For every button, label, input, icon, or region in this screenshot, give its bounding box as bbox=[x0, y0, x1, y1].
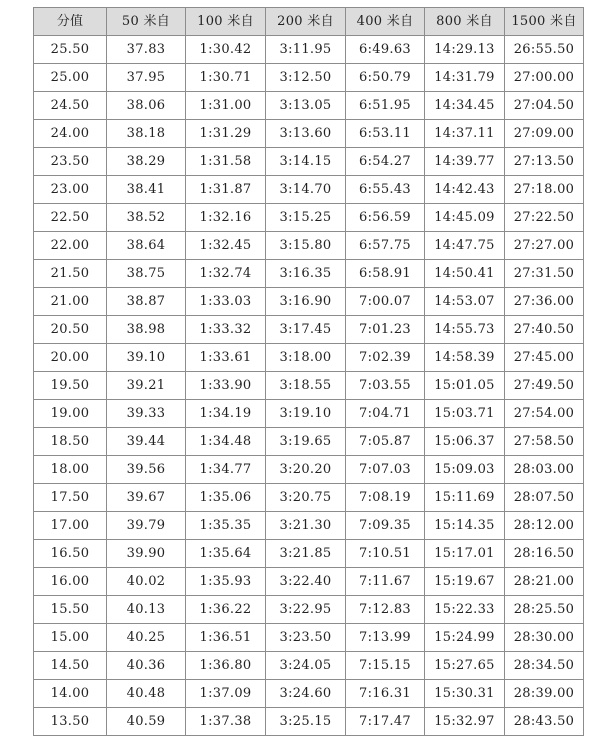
cell-200m-free: 3:15.80 bbox=[266, 232, 346, 260]
cell-100m-free: 1:35.93 bbox=[186, 568, 266, 596]
cell-400m-free: 6:51.95 bbox=[346, 92, 425, 120]
cell-1500m-free: 28:07.50 bbox=[505, 484, 584, 512]
cell-score: 18.50 bbox=[34, 428, 107, 456]
cell-800m-free: 14:42.43 bbox=[425, 176, 505, 204]
cell-score: 14.00 bbox=[34, 680, 107, 708]
cell-200m-free: 3:24.60 bbox=[266, 680, 346, 708]
table-row bbox=[34, 148, 584, 176]
cell-50m-free: 39.56 bbox=[107, 456, 186, 484]
cell-score: 17.50 bbox=[34, 484, 107, 512]
table-row bbox=[34, 568, 584, 596]
cell-score: 25.00 bbox=[34, 64, 107, 92]
cell-50m-free: 39.67 bbox=[107, 484, 186, 512]
cell-100m-free: 1:30.71 bbox=[186, 64, 266, 92]
cell-1500m-free: 28:25.50 bbox=[505, 596, 584, 624]
cell-50m-free: 38.64 bbox=[107, 232, 186, 260]
cell-100m-free: 1:33.32 bbox=[186, 316, 266, 344]
cell-400m-free: 6:53.11 bbox=[346, 120, 425, 148]
table-row bbox=[34, 64, 584, 92]
cell-800m-free: 15:06.37 bbox=[425, 428, 505, 456]
cell-400m-free: 7:10.51 bbox=[346, 540, 425, 568]
table-row bbox=[34, 176, 584, 204]
cell-score: 23.00 bbox=[34, 176, 107, 204]
cell-100m-free: 1:31.29 bbox=[186, 120, 266, 148]
cell-200m-free: 3:24.05 bbox=[266, 652, 346, 680]
table-row bbox=[34, 708, 584, 736]
cell-1500m-free: 28:30.00 bbox=[505, 624, 584, 652]
cell-400m-free: 6:57.75 bbox=[346, 232, 425, 260]
cell-800m-free: 14:55.73 bbox=[425, 316, 505, 344]
cell-400m-free: 6:50.79 bbox=[346, 64, 425, 92]
cell-200m-free: 3:23.50 bbox=[266, 624, 346, 652]
table-row bbox=[34, 92, 584, 120]
cell-score: 19.50 bbox=[34, 372, 107, 400]
table-row bbox=[34, 512, 584, 540]
cell-1500m-free: 27:31.50 bbox=[505, 260, 584, 288]
cell-100m-free: 1:33.90 bbox=[186, 372, 266, 400]
cell-50m-free: 37.83 bbox=[107, 36, 186, 64]
header-50m-free: 50 米自 bbox=[107, 8, 186, 36]
cell-400m-free: 7:09.35 bbox=[346, 512, 425, 540]
cell-50m-free: 38.18 bbox=[107, 120, 186, 148]
table-row bbox=[34, 204, 584, 232]
cell-50m-free: 39.79 bbox=[107, 512, 186, 540]
cell-200m-free: 3:22.95 bbox=[266, 596, 346, 624]
cell-200m-free: 3:19.65 bbox=[266, 428, 346, 456]
cell-100m-free: 1:32.45 bbox=[186, 232, 266, 260]
cell-200m-free: 3:17.45 bbox=[266, 316, 346, 344]
cell-400m-free: 7:15.15 bbox=[346, 652, 425, 680]
cell-score: 19.00 bbox=[34, 400, 107, 428]
cell-50m-free: 38.75 bbox=[107, 260, 186, 288]
cell-800m-free: 15:01.05 bbox=[425, 372, 505, 400]
cell-800m-free: 15:03.71 bbox=[425, 400, 505, 428]
cell-200m-free: 3:13.05 bbox=[266, 92, 346, 120]
cell-200m-free: 3:19.10 bbox=[266, 400, 346, 428]
cell-200m-free: 3:14.70 bbox=[266, 176, 346, 204]
cell-200m-free: 3:14.15 bbox=[266, 148, 346, 176]
cell-score: 15.00 bbox=[34, 624, 107, 652]
table-body bbox=[34, 36, 584, 736]
cell-score: 21.00 bbox=[34, 288, 107, 316]
cell-400m-free: 7:05.87 bbox=[346, 428, 425, 456]
cell-200m-free: 3:15.25 bbox=[266, 204, 346, 232]
cell-100m-free: 1:35.35 bbox=[186, 512, 266, 540]
cell-50m-free: 38.98 bbox=[107, 316, 186, 344]
cell-score: 20.50 bbox=[34, 316, 107, 344]
cell-50m-free: 38.52 bbox=[107, 204, 186, 232]
table-row bbox=[34, 36, 584, 64]
cell-score: 17.00 bbox=[34, 512, 107, 540]
table-header bbox=[34, 8, 584, 36]
table-row bbox=[34, 372, 584, 400]
cell-1500m-free: 28:21.00 bbox=[505, 568, 584, 596]
header-200m-free: 200 米自 bbox=[266, 8, 346, 36]
cell-100m-free: 1:31.87 bbox=[186, 176, 266, 204]
table-row bbox=[34, 680, 584, 708]
cell-50m-free: 38.06 bbox=[107, 92, 186, 120]
cell-100m-free: 1:30.42 bbox=[186, 36, 266, 64]
swimming-score-table bbox=[33, 7, 584, 736]
cell-50m-free: 40.59 bbox=[107, 708, 186, 736]
cell-100m-free: 1:33.61 bbox=[186, 344, 266, 372]
cell-50m-free: 39.21 bbox=[107, 372, 186, 400]
cell-800m-free: 15:19.67 bbox=[425, 568, 505, 596]
cell-800m-free: 14:29.13 bbox=[425, 36, 505, 64]
cell-100m-free: 1:37.09 bbox=[186, 680, 266, 708]
cell-100m-free: 1:36.80 bbox=[186, 652, 266, 680]
cell-200m-free: 3:13.60 bbox=[266, 120, 346, 148]
cell-800m-free: 15:27.65 bbox=[425, 652, 505, 680]
table-row bbox=[34, 652, 584, 680]
cell-400m-free: 7:02.39 bbox=[346, 344, 425, 372]
cell-50m-free: 40.25 bbox=[107, 624, 186, 652]
table-row bbox=[34, 428, 584, 456]
header-score: 分值 bbox=[34, 8, 107, 36]
cell-200m-free: 3:11.95 bbox=[266, 36, 346, 64]
cell-1500m-free: 28:16.50 bbox=[505, 540, 584, 568]
cell-800m-free: 15:30.31 bbox=[425, 680, 505, 708]
cell-800m-free: 14:31.79 bbox=[425, 64, 505, 92]
cell-1500m-free: 27:09.00 bbox=[505, 120, 584, 148]
cell-1500m-free: 27:18.00 bbox=[505, 176, 584, 204]
cell-100m-free: 1:36.22 bbox=[186, 596, 266, 624]
cell-1500m-free: 27:40.50 bbox=[505, 316, 584, 344]
cell-50m-free: 38.29 bbox=[107, 148, 186, 176]
cell-50m-free: 40.48 bbox=[107, 680, 186, 708]
table-row bbox=[34, 456, 584, 484]
cell-200m-free: 3:20.20 bbox=[266, 456, 346, 484]
cell-200m-free: 3:21.30 bbox=[266, 512, 346, 540]
cell-50m-free: 39.44 bbox=[107, 428, 186, 456]
header-800m-free: 800 米自 bbox=[425, 8, 505, 36]
table-row bbox=[34, 232, 584, 260]
cell-50m-free: 40.13 bbox=[107, 596, 186, 624]
header-400m-free: 400 米自 bbox=[346, 8, 425, 36]
cell-800m-free: 14:45.09 bbox=[425, 204, 505, 232]
cell-400m-free: 6:49.63 bbox=[346, 36, 425, 64]
cell-score: 21.50 bbox=[34, 260, 107, 288]
header-row bbox=[34, 8, 584, 36]
cell-50m-free: 40.36 bbox=[107, 652, 186, 680]
cell-200m-free: 3:22.40 bbox=[266, 568, 346, 596]
cell-1500m-free: 27:27.00 bbox=[505, 232, 584, 260]
cell-1500m-free: 27:22.50 bbox=[505, 204, 584, 232]
cell-800m-free: 15:32.97 bbox=[425, 708, 505, 736]
cell-1500m-free: 28:03.00 bbox=[505, 456, 584, 484]
header-1500m-free: 1500 米自 bbox=[505, 8, 584, 36]
table-row bbox=[34, 288, 584, 316]
cell-200m-free: 3:16.90 bbox=[266, 288, 346, 316]
cell-score: 25.50 bbox=[34, 36, 107, 64]
cell-1500m-free: 28:39.00 bbox=[505, 680, 584, 708]
table-row bbox=[34, 540, 584, 568]
cell-400m-free: 6:55.43 bbox=[346, 176, 425, 204]
cell-100m-free: 1:32.16 bbox=[186, 204, 266, 232]
table-row bbox=[34, 316, 584, 344]
cell-50m-free: 37.95 bbox=[107, 64, 186, 92]
cell-1500m-free: 27:58.50 bbox=[505, 428, 584, 456]
cell-score: 13.50 bbox=[34, 708, 107, 736]
cell-100m-free: 1:34.48 bbox=[186, 428, 266, 456]
cell-1500m-free: 27:49.50 bbox=[505, 372, 584, 400]
cell-400m-free: 7:08.19 bbox=[346, 484, 425, 512]
cell-200m-free: 3:16.35 bbox=[266, 260, 346, 288]
cell-400m-free: 7:03.55 bbox=[346, 372, 425, 400]
cell-800m-free: 14:37.11 bbox=[425, 120, 505, 148]
cell-score: 24.50 bbox=[34, 92, 107, 120]
cell-100m-free: 1:37.38 bbox=[186, 708, 266, 736]
cell-400m-free: 7:00.07 bbox=[346, 288, 425, 316]
cell-50m-free: 39.33 bbox=[107, 400, 186, 428]
cell-400m-free: 7:16.31 bbox=[346, 680, 425, 708]
cell-50m-free: 39.90 bbox=[107, 540, 186, 568]
cell-100m-free: 1:33.03 bbox=[186, 288, 266, 316]
table-row bbox=[34, 624, 584, 652]
cell-score: 18.00 bbox=[34, 456, 107, 484]
cell-400m-free: 7:17.47 bbox=[346, 708, 425, 736]
cell-800m-free: 14:53.07 bbox=[425, 288, 505, 316]
cell-800m-free: 15:22.33 bbox=[425, 596, 505, 624]
cell-100m-free: 1:35.64 bbox=[186, 540, 266, 568]
cell-400m-free: 6:54.27 bbox=[346, 148, 425, 176]
cell-200m-free: 3:25.15 bbox=[266, 708, 346, 736]
cell-800m-free: 14:47.75 bbox=[425, 232, 505, 260]
cell-100m-free: 1:36.51 bbox=[186, 624, 266, 652]
table-row bbox=[34, 260, 584, 288]
cell-100m-free: 1:31.00 bbox=[186, 92, 266, 120]
cell-200m-free: 3:18.00 bbox=[266, 344, 346, 372]
cell-score: 20.00 bbox=[34, 344, 107, 372]
cell-1500m-free: 27:54.00 bbox=[505, 400, 584, 428]
cell-100m-free: 1:34.19 bbox=[186, 400, 266, 428]
table-row bbox=[34, 120, 584, 148]
cell-200m-free: 3:18.55 bbox=[266, 372, 346, 400]
cell-score: 22.00 bbox=[34, 232, 107, 260]
cell-100m-free: 1:35.06 bbox=[186, 484, 266, 512]
cell-200m-free: 3:20.75 bbox=[266, 484, 346, 512]
cell-800m-free: 14:39.77 bbox=[425, 148, 505, 176]
cell-200m-free: 3:12.50 bbox=[266, 64, 346, 92]
cell-score: 16.00 bbox=[34, 568, 107, 596]
cell-800m-free: 14:50.41 bbox=[425, 260, 505, 288]
cell-score: 14.50 bbox=[34, 652, 107, 680]
cell-1500m-free: 27:00.00 bbox=[505, 64, 584, 92]
cell-400m-free: 7:11.67 bbox=[346, 568, 425, 596]
header-100m-free: 100 米自 bbox=[186, 8, 266, 36]
table-row bbox=[34, 344, 584, 372]
cell-100m-free: 1:31.58 bbox=[186, 148, 266, 176]
cell-1500m-free: 27:45.00 bbox=[505, 344, 584, 372]
cell-score: 24.00 bbox=[34, 120, 107, 148]
cell-400m-free: 7:04.71 bbox=[346, 400, 425, 428]
cell-50m-free: 39.10 bbox=[107, 344, 186, 372]
cell-1500m-free: 28:34.50 bbox=[505, 652, 584, 680]
cell-400m-free: 6:58.91 bbox=[346, 260, 425, 288]
cell-score: 16.50 bbox=[34, 540, 107, 568]
cell-score: 15.50 bbox=[34, 596, 107, 624]
cell-1500m-free: 28:12.00 bbox=[505, 512, 584, 540]
cell-800m-free: 15:11.69 bbox=[425, 484, 505, 512]
table-row bbox=[34, 484, 584, 512]
cell-800m-free: 14:58.39 bbox=[425, 344, 505, 372]
table-row bbox=[34, 596, 584, 624]
cell-1500m-free: 28:43.50 bbox=[505, 708, 584, 736]
cell-400m-free: 7:01.23 bbox=[346, 316, 425, 344]
cell-100m-free: 1:34.77 bbox=[186, 456, 266, 484]
cell-100m-free: 1:32.74 bbox=[186, 260, 266, 288]
cell-200m-free: 3:21.85 bbox=[266, 540, 346, 568]
cell-score: 22.50 bbox=[34, 204, 107, 232]
cell-1500m-free: 26:55.50 bbox=[505, 36, 584, 64]
cell-50m-free: 38.87 bbox=[107, 288, 186, 316]
cell-50m-free: 38.41 bbox=[107, 176, 186, 204]
cell-400m-free: 7:12.83 bbox=[346, 596, 425, 624]
cell-800m-free: 14:34.45 bbox=[425, 92, 505, 120]
cell-1500m-free: 27:13.50 bbox=[505, 148, 584, 176]
cell-1500m-free: 27:04.50 bbox=[505, 92, 584, 120]
cell-50m-free: 40.02 bbox=[107, 568, 186, 596]
cell-400m-free: 6:56.59 bbox=[346, 204, 425, 232]
cell-800m-free: 15:24.99 bbox=[425, 624, 505, 652]
cell-score: 23.50 bbox=[34, 148, 107, 176]
cell-400m-free: 7:13.99 bbox=[346, 624, 425, 652]
cell-400m-free: 7:07.03 bbox=[346, 456, 425, 484]
cell-800m-free: 15:09.03 bbox=[425, 456, 505, 484]
cell-800m-free: 15:14.35 bbox=[425, 512, 505, 540]
cell-800m-free: 15:17.01 bbox=[425, 540, 505, 568]
table-row bbox=[34, 400, 584, 428]
cell-1500m-free: 27:36.00 bbox=[505, 288, 584, 316]
score-table-container bbox=[33, 7, 583, 736]
